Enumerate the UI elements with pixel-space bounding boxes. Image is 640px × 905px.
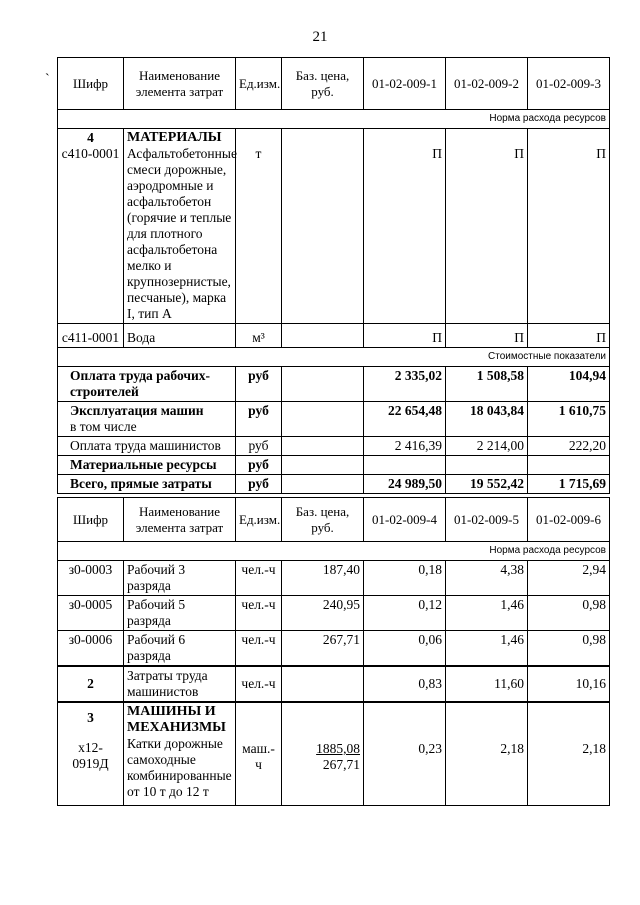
cost-row <box>58 437 610 456</box>
cost-row <box>58 456 610 475</box>
labor-row <box>58 666 610 702</box>
row-value-2: 1,46 <box>446 631 528 667</box>
row-price: 267,71 <box>282 631 364 667</box>
header-col-6: 01-02-009-6 <box>528 498 610 542</box>
machine-value-3: 2,18 <box>528 702 610 806</box>
cost-value-1: 2 416,39 <box>364 437 446 456</box>
section-norm-label: Норма расхода ресурсов <box>58 110 610 129</box>
cost-name <box>58 402 236 437</box>
cost-row <box>58 367 610 402</box>
labor-value-3: 10,16 <box>528 666 610 702</box>
header-col-1: 01-02-009-1 <box>364 58 446 110</box>
machine-code-cell <box>58 702 124 806</box>
cost-value-3: 1 715,69 <box>528 475 610 494</box>
row-value-1: П <box>364 129 446 324</box>
group-title: МАТЕРИАЛЫ <box>127 130 222 145</box>
header-unit: Ед.изм. <box>236 58 282 110</box>
row-code: з0-0003 <box>58 561 124 596</box>
cost-row <box>58 402 610 437</box>
machine-code: х12-0919Д <box>72 740 109 771</box>
row-unit: чел.-ч <box>236 561 282 596</box>
table-header-row <box>58 58 610 110</box>
cost-name-machines: Эксплуатация машин <box>70 403 204 418</box>
header-code: Шифр <box>58 498 124 542</box>
machine-unit: маш.-ч <box>236 702 282 806</box>
cost-value-3: 104,94 <box>528 367 610 402</box>
row-price: 240,95 <box>282 596 364 631</box>
resource-table-2 <box>57 497 610 806</box>
cost-value-2 <box>446 456 528 475</box>
row-name: Вода <box>124 324 236 348</box>
cost-unit: руб <box>236 456 282 475</box>
labor-unit: чел.-ч <box>236 666 282 702</box>
row-unit: т <box>236 129 282 324</box>
cost-value-3 <box>528 456 610 475</box>
header-price: Баз. цена, руб. <box>282 58 364 110</box>
cost-name: Оплата труда рабочих-строителей <box>58 367 236 402</box>
row-unit: м³ <box>236 324 282 348</box>
row-name <box>124 129 236 324</box>
table-header-row <box>58 498 610 542</box>
table-row <box>58 129 610 324</box>
header-unit: Ед.изм. <box>236 498 282 542</box>
row-value-2: П <box>446 324 528 348</box>
cost-value-2: 2 214,00 <box>446 437 528 456</box>
table-row <box>58 324 610 348</box>
machine-price-cell <box>282 702 364 806</box>
row-value-2: 4,38 <box>446 561 528 596</box>
row-price <box>282 129 364 324</box>
row-value-3: 0,98 <box>528 596 610 631</box>
machine-name: Катки дорожные самоходные комбинированные от 10 т до 12 т <box>127 736 232 799</box>
header-col-3: 01-02-009-3 <box>528 58 610 110</box>
cost-name: Материальные ресурсы <box>58 456 236 475</box>
row-value-3: 2,94 <box>528 561 610 596</box>
machine-price-operator: 267,71 <box>322 757 360 772</box>
machine-value-2: 2,18 <box>446 702 528 806</box>
page-number: 21 <box>312 29 328 45</box>
row-unit: чел.-ч <box>236 631 282 667</box>
row-price <box>282 324 364 348</box>
machine-price: 1885,08 <box>316 741 360 756</box>
header-name: Наименование элемента затрат <box>124 498 236 542</box>
row-code <box>58 129 124 324</box>
row-value-1: 0,18 <box>364 561 446 596</box>
cost-value-1: 22 654,48 <box>364 402 446 437</box>
cost-value-2: 19 552,42 <box>446 475 528 494</box>
cost-value-3: 222,20 <box>528 437 610 456</box>
cost-name-including: в том числе <box>70 419 137 434</box>
section-cost-label: Стоимостные показатели <box>58 348 610 367</box>
machine-name-cell <box>124 702 236 806</box>
row-value-3: П <box>528 324 610 348</box>
row-value-2: 1,46 <box>446 596 528 631</box>
material-name: Асфальтобетонные смеси дорожные, аэродромные и асфальтобетон (горячие и теплые для плотного асфальтобетона мелко и крупнозернистые, песчаные), марка I, тип А <box>127 146 237 321</box>
row-price: 187,40 <box>282 561 364 596</box>
cost-value-2: 1 508,58 <box>446 367 528 402</box>
resource-table-1 <box>57 57 610 494</box>
row-value-2: П <box>446 129 528 324</box>
cost-price <box>282 475 364 494</box>
cost-value-1: 24 989,50 <box>364 475 446 494</box>
cost-row <box>58 475 610 494</box>
section-cost-row <box>58 348 610 367</box>
cost-price <box>282 402 364 437</box>
row-name: Рабочий 5 разряда <box>124 596 236 631</box>
cost-price <box>282 437 364 456</box>
row-value-3: 0,98 <box>528 631 610 667</box>
header-col-4: 01-02-009-4 <box>364 498 446 542</box>
labor-price <box>282 666 364 702</box>
cost-price <box>282 367 364 402</box>
cost-value-1: 2 335,02 <box>364 367 446 402</box>
labor-name: Затраты труда машинистов <box>124 666 236 702</box>
header-price: Баз. цена, руб. <box>282 498 364 542</box>
machines-group-title: МАШИНЫ И МЕХАНИЗМЫ <box>127 704 226 735</box>
cost-price <box>282 456 364 475</box>
row-name: Рабочий 6 разряда <box>124 631 236 667</box>
labor-value-1: 0,83 <box>364 666 446 702</box>
row-code: з0-0006 <box>58 631 124 667</box>
row-unit: чел.-ч <box>236 596 282 631</box>
cost-name: Всего, прямые затраты <box>58 475 236 494</box>
cost-value-3: 1 610,75 <box>528 402 610 437</box>
row-value-1: 0,06 <box>364 631 446 667</box>
cost-unit: руб <box>236 402 282 437</box>
header-code: Шифр <box>58 58 124 110</box>
cost-unit: руб <box>236 475 282 494</box>
section-norm-row <box>58 542 610 561</box>
margin-mark: ` <box>45 72 50 87</box>
cost-unit: руб <box>236 437 282 456</box>
material-code: с410-0001 <box>61 146 120 161</box>
section-norm-label: Норма расхода ресурсов <box>58 542 610 561</box>
labor-value-2: 11,60 <box>446 666 528 702</box>
cost-name: Оплата труда машинистов <box>58 437 236 456</box>
worker-row <box>58 561 610 596</box>
worker-row <box>58 631 610 667</box>
row-name: Рабочий 3 разряда <box>124 561 236 596</box>
cost-value-1 <box>364 456 446 475</box>
section-norm-row <box>58 110 610 129</box>
row-value-1: 0,12 <box>364 596 446 631</box>
header-name: Наименование элемента затрат <box>124 58 236 110</box>
cost-value-2: 18 043,84 <box>446 402 528 437</box>
machines-group-number: 3 <box>87 710 94 725</box>
row-code: з0-0005 <box>58 596 124 631</box>
machine-row <box>58 702 610 806</box>
row-value-3: П <box>528 129 610 324</box>
header-col-2: 01-02-009-2 <box>446 58 528 110</box>
group-number: 4 <box>87 130 94 145</box>
row-code: с411-0001 <box>58 324 124 348</box>
machine-value-1: 0,23 <box>364 702 446 806</box>
cost-unit: руб <box>236 367 282 402</box>
labor-number: 2 <box>58 666 124 702</box>
row-value-1: П <box>364 324 446 348</box>
worker-row <box>58 596 610 631</box>
header-col-5: 01-02-009-5 <box>446 498 528 542</box>
